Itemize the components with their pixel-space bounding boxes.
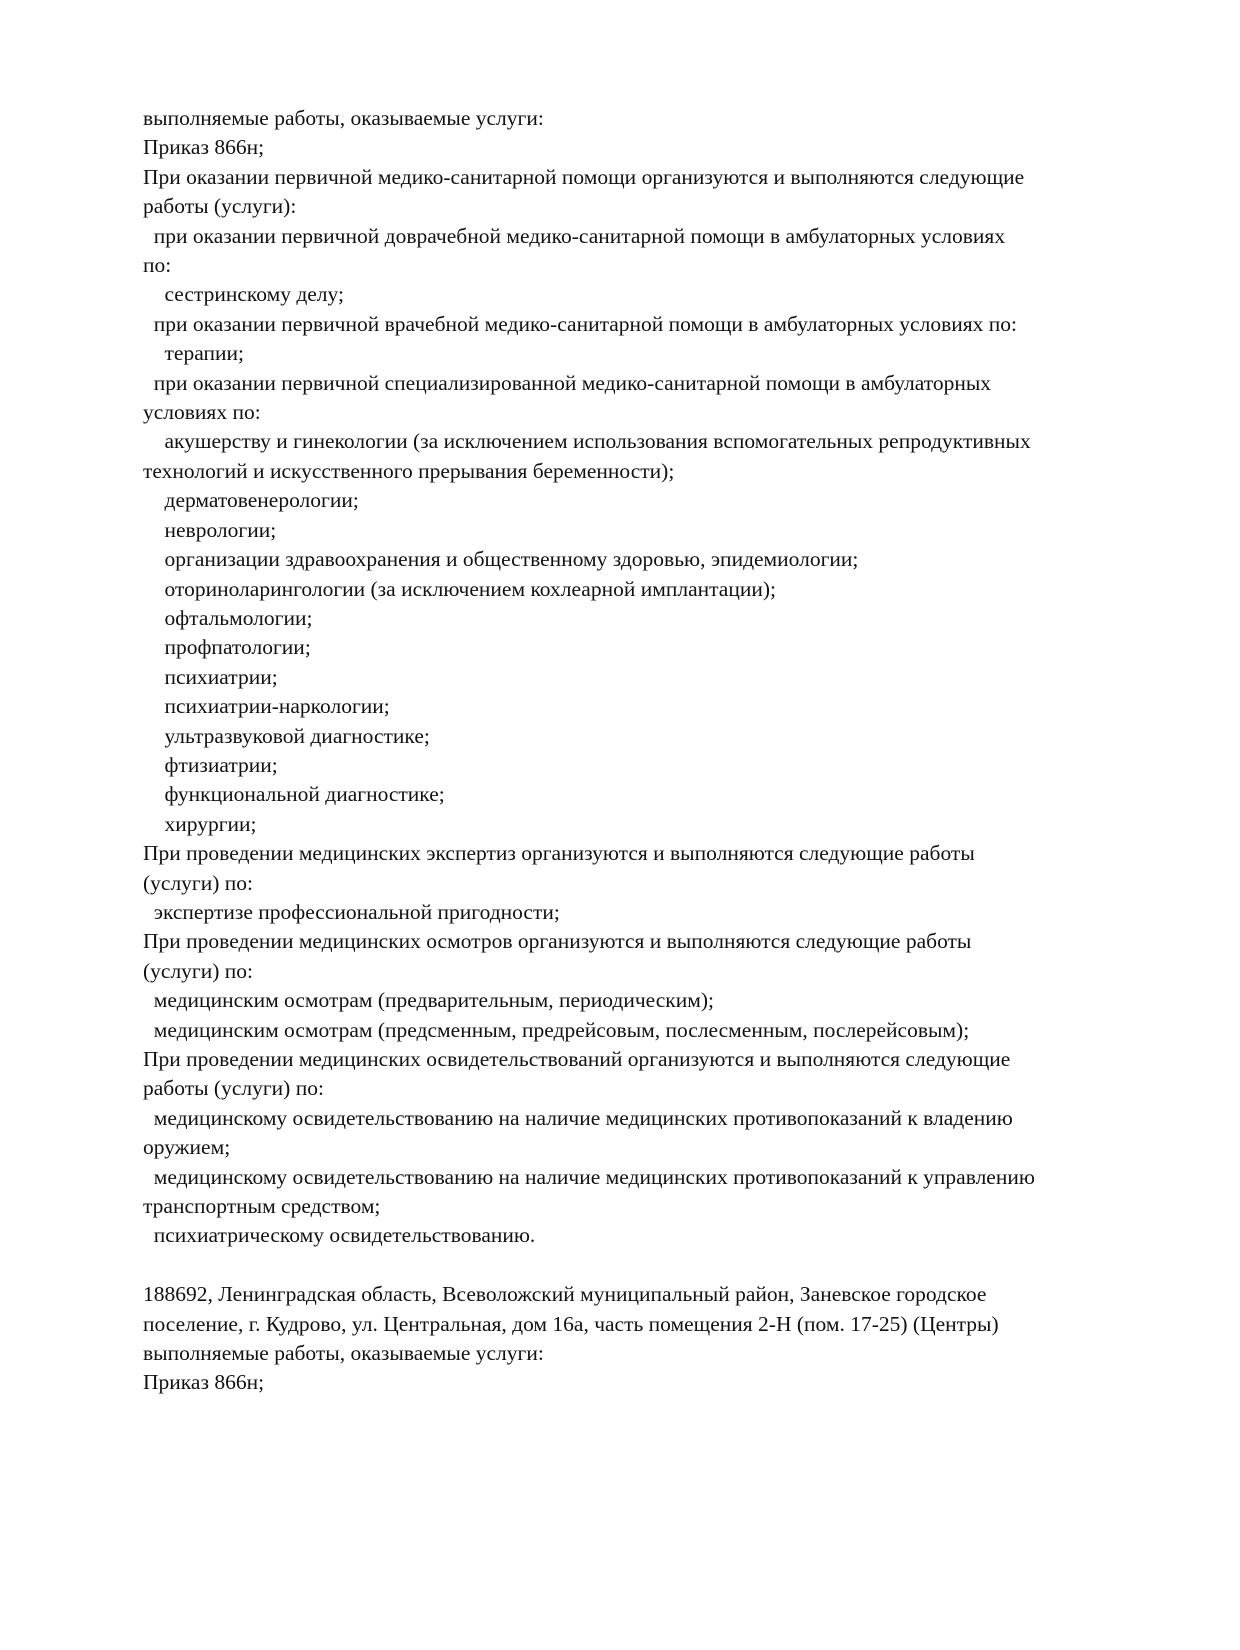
- text-line: поселение, г. Кудрово, ул. Центральная, дом 16а, часть помещения 2-Н (пом. 17-25) (Центры): [143, 1311, 999, 1336]
- text-line: психиатрическому освидетельствованию.: [143, 1223, 536, 1248]
- text-line: функциональной диагностике;: [143, 782, 445, 807]
- text-line: психиатрии;: [143, 664, 278, 689]
- text-line: организации здравоохранения и общественному здоровью, эпидемиологии;: [143, 547, 859, 572]
- text-line: медицинскому освидетельствованию на наличие медицинских противопоказаний к управлению: [143, 1164, 1035, 1189]
- text-line: Приказ 866н;: [143, 1370, 265, 1395]
- text-line: Приказ 866н;: [143, 135, 265, 160]
- text-line: При проведении медицинских осмотров организуются и выполняются следующие работы: [143, 929, 972, 954]
- text-line: технологий и искусственного прерывания беременности);: [143, 458, 675, 483]
- text-line: выполняемые работы, оказываемые услуги:: [143, 1341, 544, 1366]
- text-line: оружием;: [143, 1135, 231, 1160]
- text-line: неврологии;: [143, 517, 277, 542]
- text-line: выполняемые работы, оказываемые услуги:: [143, 106, 544, 130]
- text-line: работы (услуги):: [143, 194, 297, 219]
- text-line: ультразвуковой диагностике;: [143, 723, 430, 748]
- text-line: при оказании первичной доврачебной медико-санитарной помощи в амбулаторных условиях: [143, 223, 1006, 248]
- text-line: офтальмологии;: [143, 605, 313, 630]
- document-page: [143, 104, 1153, 1398]
- text-line: по:: [143, 253, 172, 278]
- text-line: При проведении медицинских экспертиз организуются и выполняются следующие работы: [143, 841, 975, 866]
- text-line: (услуги) по:: [143, 870, 254, 895]
- text-line: хирургии;: [143, 811, 257, 836]
- text-line: дерматовенерологии;: [143, 488, 359, 513]
- text-line: экспертизе профессиональной пригодности;: [143, 899, 560, 924]
- text-line: При оказании первичной медико-санитарной помощи организуются и выполняются следующие: [143, 164, 1025, 189]
- text-line: терапии;: [143, 341, 244, 366]
- text-line: акушерству и гинекологии (за исключением использования вспомогательных репродуктивных: [143, 429, 1031, 454]
- text-line: условиях по:: [143, 400, 261, 425]
- text-line: при оказании первичной врачебной медико-санитарной помощи в амбулаторных условиях по:: [143, 311, 1017, 336]
- text-line: 188692, Ленинградская область, Всеволожский муниципальный район, Заневское городское: [143, 1282, 987, 1307]
- text-line: сестринскому делу;: [143, 282, 344, 307]
- text-line: При проведении медицинских освидетельствований организуются и выполняются следующие: [143, 1047, 1011, 1071]
- text-line: медицинским осмотрам (предсменным, предрейсовым, послесменным, послерейсовым);: [143, 1017, 970, 1042]
- text-line: профпатологии;: [143, 635, 311, 660]
- blank-line: [143, 1251, 1153, 1280]
- text-line: медицинским осмотрам (предварительным, периодическим);: [143, 988, 714, 1013]
- text-line: при оказании первичной специализированной медико-санитарной помощи в амбулаторных: [143, 370, 992, 395]
- text-line: психиатрии-наркологии;: [143, 694, 390, 719]
- text-line: медицинскому освидетельствованию на наличие медицинских противопоказаний к владению: [143, 1105, 1013, 1130]
- text-line: транспортным средством;: [143, 1194, 381, 1219]
- text-line: фтизиатрии;: [143, 752, 278, 777]
- text-line: оториноларингологии (за исключением кохлеарной имплантации);: [143, 576, 776, 601]
- text-line: (услуги) по:: [143, 958, 254, 983]
- text-line: работы (услуги) по:: [143, 1076, 324, 1101]
